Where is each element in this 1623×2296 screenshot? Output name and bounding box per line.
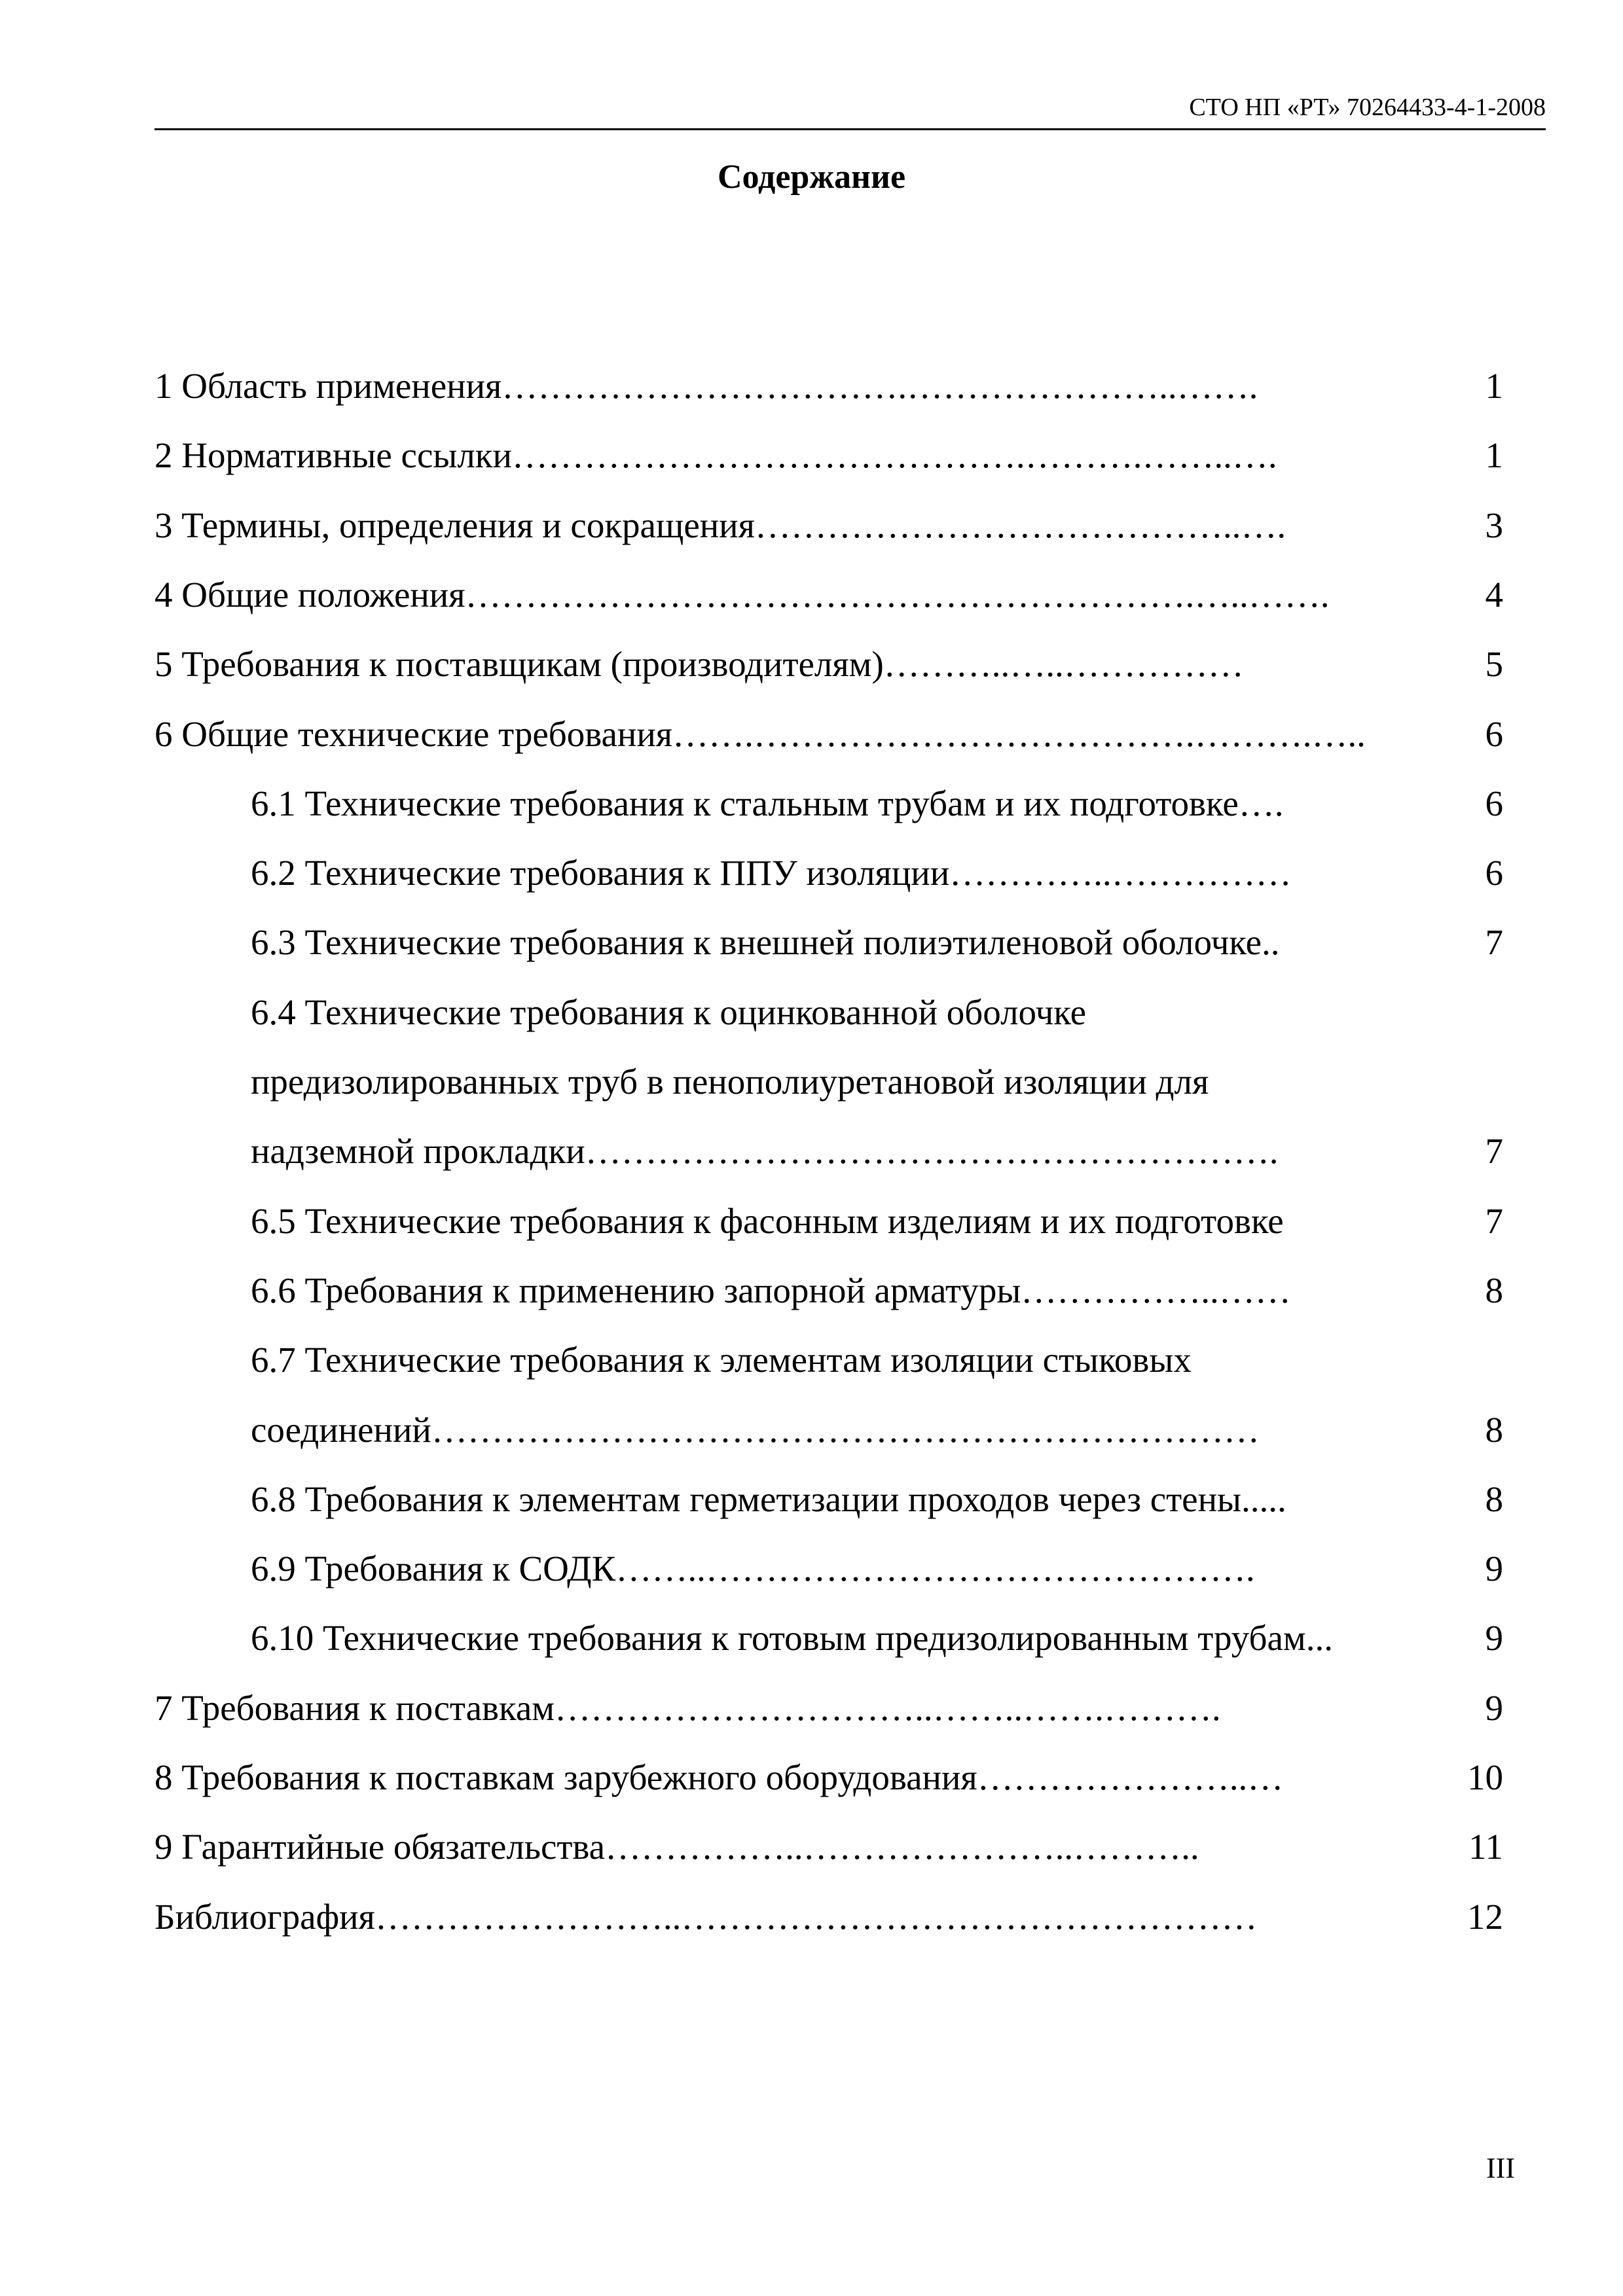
toc-entry-line bbox=[155, 1820, 1429, 1874]
toc-dot-leader: …………………………………………………….…..……. bbox=[465, 574, 1330, 615]
toc-page-number: 9 bbox=[1485, 1618, 1503, 1659]
toc-entry-line bbox=[251, 1054, 1429, 1109]
toc-dot-leader: ……..………………………………………. bbox=[615, 1549, 1255, 1589]
toc-entry-text: надземной прокладки bbox=[251, 1131, 585, 1172]
toc-entry-line bbox=[251, 1472, 1429, 1527]
toc-entry-text: 6.5 Технические требования к фасонным изделиям и их подготовке bbox=[251, 1200, 1284, 1241]
toc-entry-text: 6.2 Технические требования к ППУ изоляции bbox=[251, 853, 950, 893]
toc-entry-line bbox=[251, 846, 1429, 901]
toc-dot-leader: …. bbox=[1238, 783, 1284, 823]
toc-entry-line bbox=[155, 428, 1429, 483]
toc-entry-text: 2 Нормативные ссылки bbox=[155, 435, 512, 476]
toc-dot-leader: …………..…………… bbox=[949, 853, 1292, 893]
toc-entry-text: 1 Область применения bbox=[155, 366, 502, 406]
toc-page-number: 6 bbox=[1485, 853, 1503, 893]
document-code: СТО НП «РТ» 70264433-4-1-2008 bbox=[1189, 94, 1546, 121]
toc-entry-text: 6.6 Требования к применению запорной арматуры bbox=[251, 1270, 1021, 1310]
toc-page-number: 5 bbox=[1485, 644, 1503, 685]
toc-page-number: 8 bbox=[1485, 1479, 1503, 1519]
toc-page-number: 4 bbox=[1485, 574, 1503, 615]
toc-entry-text: Библиография bbox=[155, 1896, 375, 1937]
toc-entry-line bbox=[155, 359, 1429, 414]
toc-entry-text: соединений bbox=[251, 1409, 431, 1450]
toc-dot-leader: …………………………………………………. bbox=[585, 1131, 1279, 1172]
toc-entry-text: 6.3 Технические требования к внешней полиэтиленовой оболочке bbox=[251, 922, 1262, 963]
toc-entry-line bbox=[155, 498, 1429, 553]
toc-page-number: 10 bbox=[1467, 1757, 1503, 1797]
toc-page-number: 11 bbox=[1468, 1827, 1503, 1867]
toc-dot-leader: …………………………………………………………… bbox=[431, 1409, 1260, 1450]
toc-page-number: 9 bbox=[1485, 1687, 1503, 1728]
toc-page-number: 7 bbox=[1485, 1200, 1503, 1241]
toc-entry-text: 6.8 Требования к элементам герметизации проходов через стены bbox=[251, 1479, 1241, 1519]
toc-entry-line bbox=[155, 567, 1429, 622]
toc-entry-text: 6.9 Требования к СОДК bbox=[251, 1549, 616, 1589]
toc-dot-leader: ………..…..…………… bbox=[883, 644, 1244, 685]
toc-dot-leader: ... bbox=[1305, 1618, 1333, 1659]
toc-page-number: 6 bbox=[1485, 783, 1503, 823]
toc-page-number: 3 bbox=[1485, 505, 1503, 545]
toc-entry-line bbox=[251, 1403, 1429, 1458]
toc-page-number: 1 bbox=[1485, 435, 1503, 476]
toc-entry-text: 9 Гарантийные обязательства bbox=[155, 1827, 606, 1867]
page-title: Содержание bbox=[717, 158, 906, 196]
toc-dot-leader: …….……………………………….……….….. bbox=[672, 713, 1366, 754]
toc-dot-leader: …………………………….…………………..……. bbox=[501, 366, 1258, 406]
toc-entry-text: предизолированных труб в пенополиуретановой изоляции для bbox=[251, 1062, 1209, 1102]
toc-entry-line bbox=[251, 985, 1429, 1040]
toc-dot-leader: …………………………………….……….……..…. bbox=[511, 435, 1277, 476]
page-number: III bbox=[1486, 2152, 1515, 2184]
toc-dot-leader: …………………..… bbox=[977, 1757, 1284, 1797]
toc-entry-line bbox=[251, 1611, 1429, 1666]
toc-entry-text: 6.4 Технические требования к оцинкованной оболочке bbox=[251, 992, 1087, 1032]
toc-entry-text: 7 Требования к поставкам bbox=[155, 1687, 555, 1728]
toc-entry-line bbox=[251, 1333, 1429, 1388]
toc-page-number: 8 bbox=[1485, 1409, 1503, 1450]
toc-entry-line bbox=[155, 707, 1429, 762]
toc-entry-text: 6 Общие технические требования bbox=[155, 713, 673, 754]
toc-page-number: 7 bbox=[1485, 1131, 1503, 1172]
toc-dot-leader: …………………………………..…. bbox=[754, 505, 1286, 545]
toc-page-number: 8 bbox=[1485, 1270, 1503, 1310]
toc-page-number: 1 bbox=[1485, 366, 1503, 406]
toc-dot-leader: ……………………..………………………………………… bbox=[374, 1896, 1258, 1937]
toc-entry-line bbox=[155, 1681, 1429, 1736]
toc-entry-line bbox=[251, 1541, 1429, 1596]
toc-page-number: 6 bbox=[1485, 713, 1503, 754]
toc-entry-line bbox=[251, 915, 1429, 970]
toc-entry-line bbox=[251, 1124, 1429, 1179]
toc-page-number: 9 bbox=[1485, 1549, 1503, 1589]
toc-entry-line bbox=[155, 1750, 1429, 1805]
toc-entry-line bbox=[251, 776, 1429, 831]
toc-entry-line bbox=[155, 1890, 1429, 1945]
toc-dot-leader: ……………..…… bbox=[1021, 1270, 1291, 1310]
toc-entry-text: 4 Общие положения bbox=[155, 574, 465, 615]
toc-dot-leader: ……………..…………………..……….. bbox=[605, 1827, 1199, 1867]
toc-entry-text: 6.7 Технические требования к элементам изоляции стыковых bbox=[251, 1340, 1192, 1380]
toc-entry-text: 3 Термины, определения и сокращения bbox=[155, 505, 755, 545]
toc-entry-line bbox=[251, 1263, 1429, 1318]
toc-entry-line bbox=[251, 1194, 1429, 1249]
toc-entry-text: 8 Требования к поставкам зарубежного оборудования bbox=[155, 1757, 977, 1797]
toc-dot-leader: ..... bbox=[1241, 1479, 1286, 1519]
toc-page-number: 12 bbox=[1467, 1896, 1503, 1937]
toc-entry-text: 5 Требования к поставщикам (производителям) bbox=[155, 644, 884, 685]
toc-dot-leader: …………………………..……..…….………. bbox=[555, 1687, 1221, 1728]
toc-page-number: 7 bbox=[1485, 922, 1503, 963]
toc-entry-text: 6.1 Технические требования к стальным трубам и их подготовке bbox=[251, 783, 1239, 823]
toc-entry-text: 6.10 Технические требования к готовым предизолированным трубам bbox=[251, 1618, 1306, 1659]
toc-dot-leader: .. bbox=[1262, 922, 1280, 963]
toc-entry-line bbox=[155, 637, 1429, 692]
